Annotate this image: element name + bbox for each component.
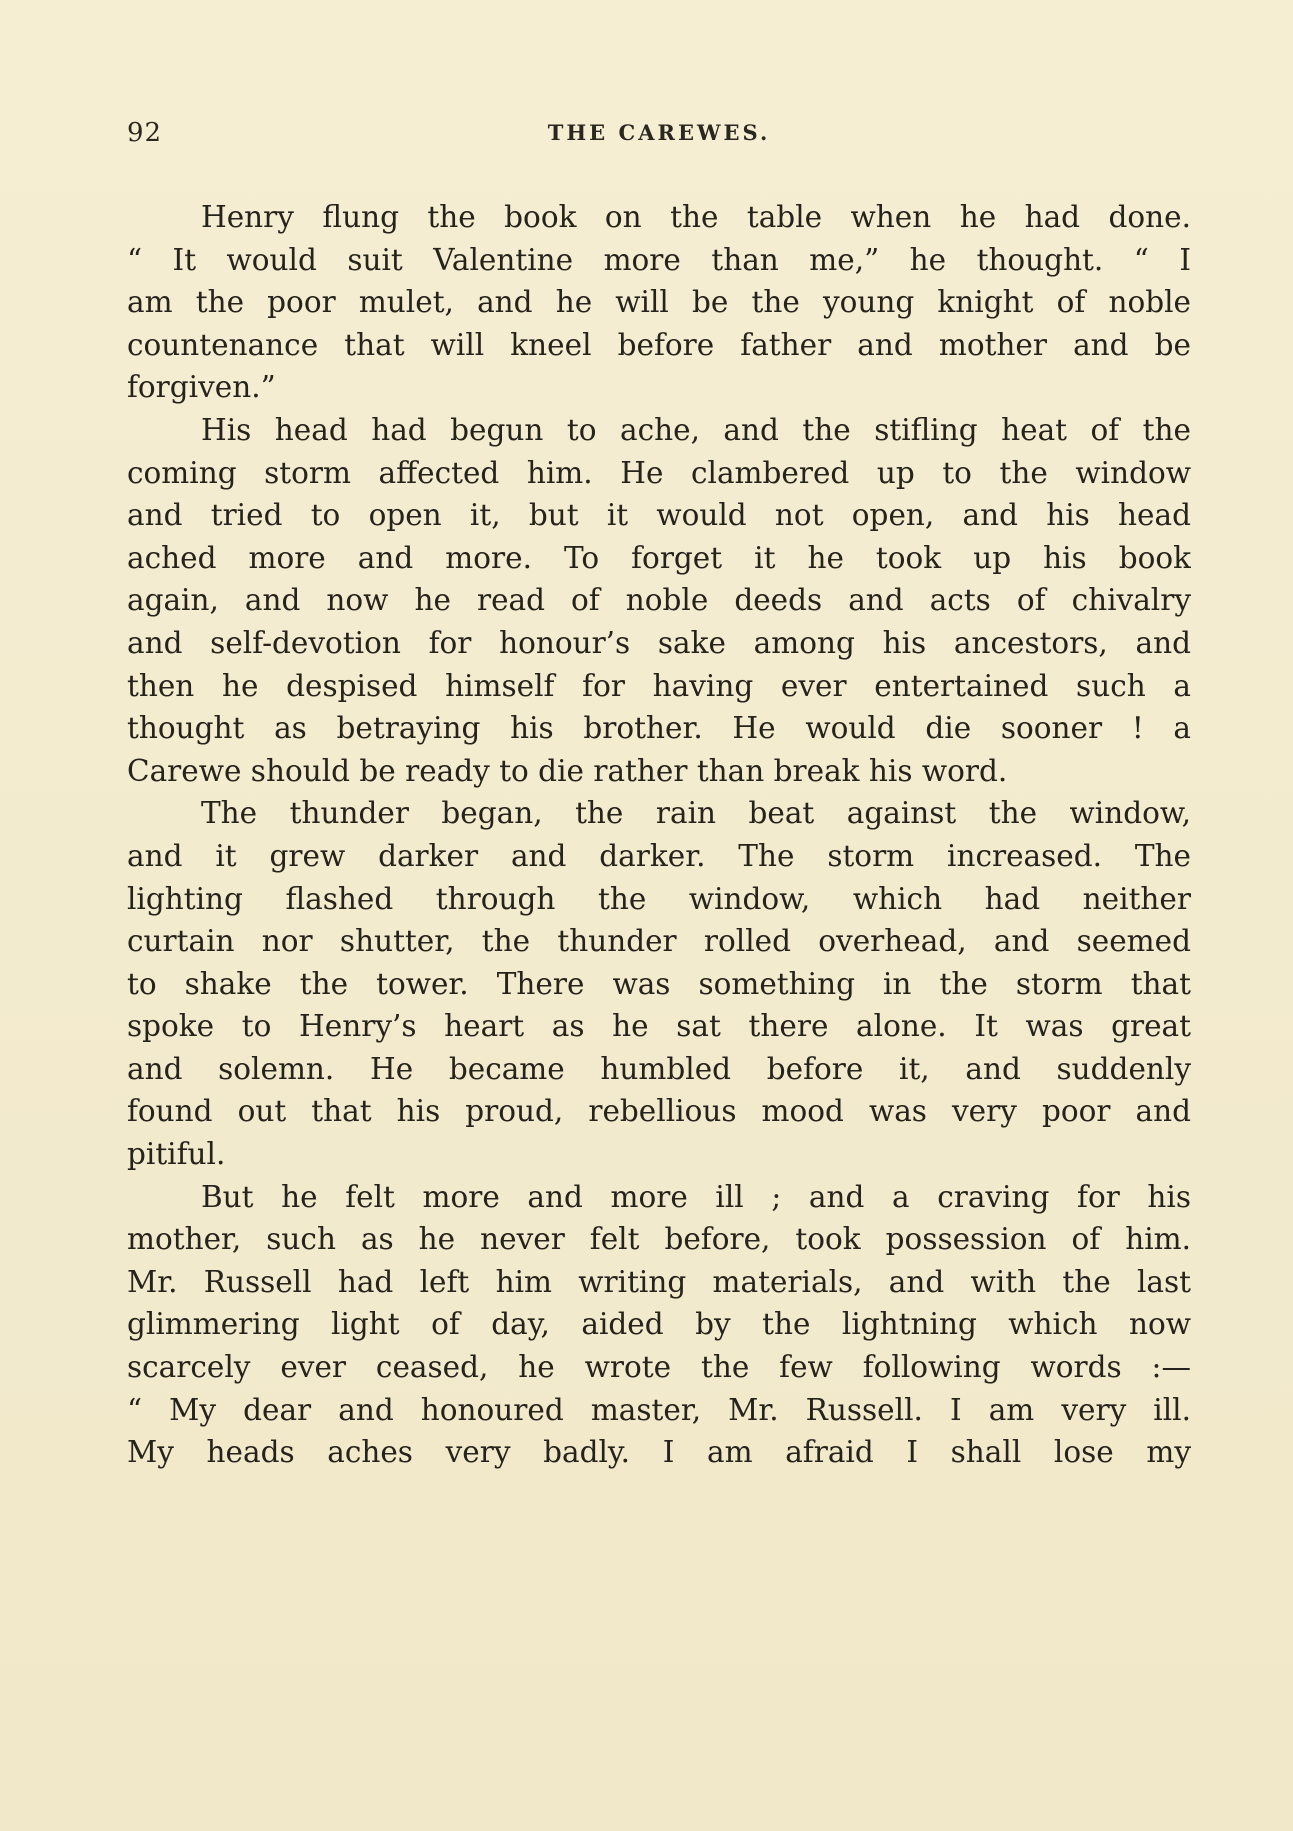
text-line: glimmering light of day, aided by the lightning which now — [127, 1307, 1191, 1342]
text-line: then he despised himself for having ever entertained such a — [127, 668, 1191, 703]
text-line: forgiven.” — [127, 370, 276, 405]
text-line: found out that his proud, rebellious mood was very poor and — [127, 1094, 1191, 1129]
page-header — [127, 118, 1191, 158]
text-line: again, and now he read of noble deeds and acts of chivalry — [127, 583, 1191, 618]
text-line: lighting flashed through the window, which had neither — [127, 881, 1191, 916]
text-line: The thunder began, the rain beat against the window, — [201, 796, 1191, 831]
running-head: THE CAREWES. — [547, 120, 771, 145]
text-line: and solemn. He became humbled before it, and suddenly — [127, 1051, 1191, 1086]
text-line: His head had begun to ache, and the stifling heat of the — [201, 412, 1191, 447]
body-text — [127, 196, 1191, 1474]
text-line: “ My dear and honoured master, Mr. Russell. I am very ill. — [127, 1392, 1191, 1427]
text-line: and self-devotion for honour’s sake among his ancestors, and — [127, 625, 1191, 660]
text-line: “ It would suit Valentine more than me,” he thought. “ I — [127, 242, 1191, 277]
text-line: Henry flung the book on the table when he had done. — [201, 200, 1191, 234]
text-line: scarcely ever ceased, he wrote the few following words :— — [127, 1350, 1191, 1385]
text-line: countenance that will kneel before father and mother and be — [127, 327, 1191, 362]
text-line: ached more and more. To forget it he took up his book — [127, 540, 1191, 575]
text-line: mother, such as he never felt before, took possession of him. — [127, 1222, 1191, 1257]
text-line: and tried to open it, but it would not open, and his head — [127, 498, 1191, 533]
text-line: Carewe should be ready to die rather than break his word. — [127, 753, 1008, 788]
text-line: thought as betraying his brother. He would die sooner ! a — [127, 711, 1191, 746]
text-line: curtain nor shutter, the thunder rolled overhead, and seemed — [127, 924, 1191, 959]
text-line: pitiful. — [127, 1137, 226, 1172]
text-line: am the poor mulet, and he will be the young knight of noble — [127, 285, 1191, 320]
text-line: to shake the tower. There was something in the storm that — [127, 966, 1191, 1001]
text-line: But he felt more and more ill ; and a craving for his — [201, 1179, 1191, 1214]
text-line: spoke to Henry’s heart as he sat there alone. It was great — [127, 1009, 1191, 1044]
text-line: Mr. Russell had left him writing materials, and with the last — [127, 1264, 1191, 1299]
text-line: coming storm affected him. He clambered up to the window — [127, 455, 1191, 490]
page-number: 92 — [127, 118, 163, 148]
text-line: My heads aches very badly. I am afraid I shall lose my — [127, 1435, 1191, 1470]
text-line: and it grew darker and darker. The storm increased. The — [127, 838, 1191, 873]
